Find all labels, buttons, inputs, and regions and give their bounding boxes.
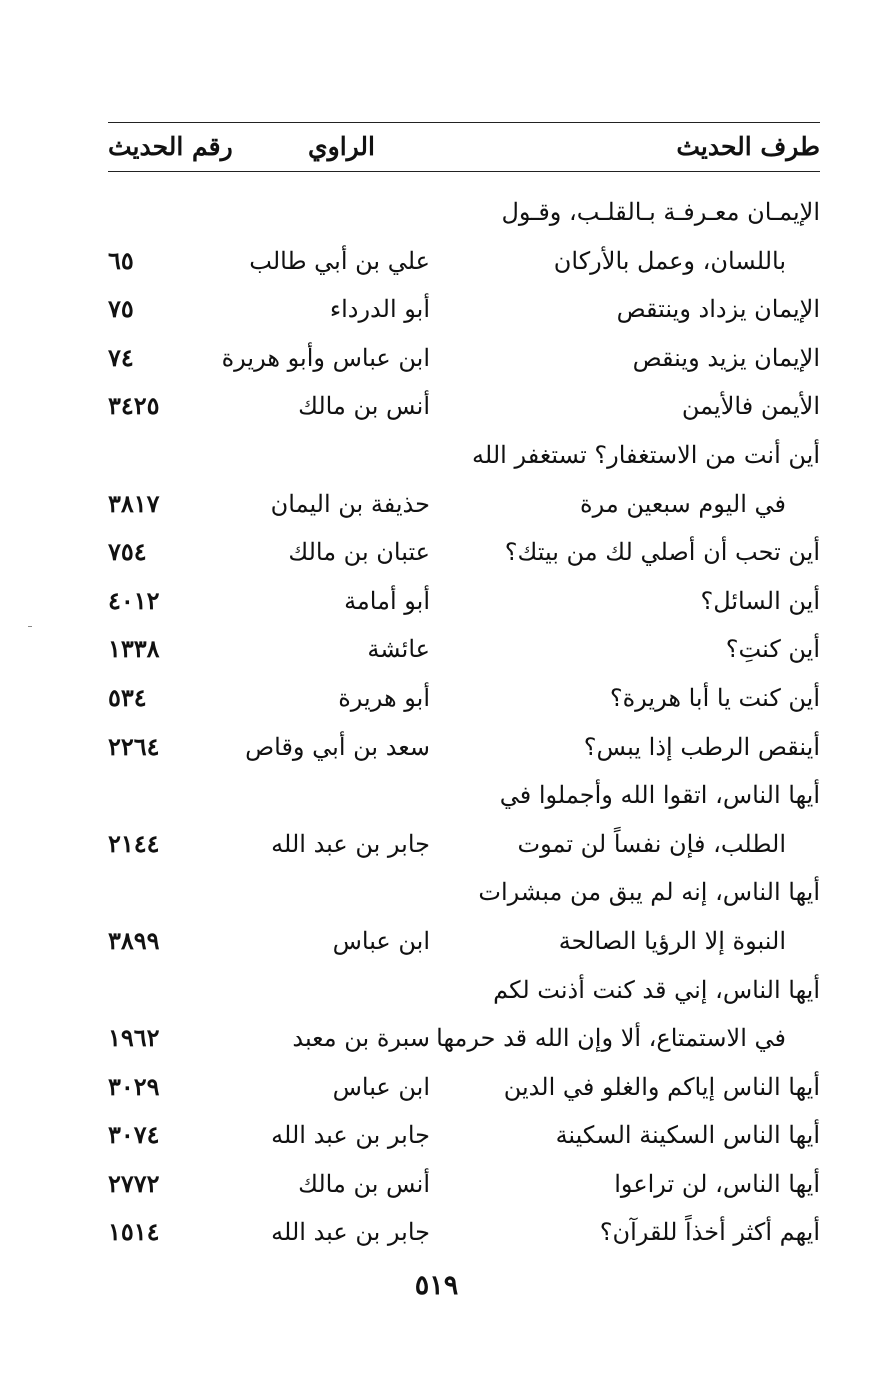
hadith-text: أيها الناس إياكم والغلو في الدين bbox=[503, 1072, 820, 1101]
hadith-number: ٢٧٧٢ bbox=[108, 1168, 160, 1198]
narrator-name: جابر بن عبد الله bbox=[271, 1121, 430, 1150]
narrator-name: أبو أمامة bbox=[344, 586, 430, 615]
narrator-name: حذيفة بن اليمان bbox=[270, 489, 430, 518]
header-rule bbox=[108, 171, 820, 172]
narrator-name: أنس بن مالك bbox=[298, 392, 430, 421]
hadith-text: الأيمن فالأيمن bbox=[681, 392, 820, 421]
table-row bbox=[108, 382, 820, 431]
narrator-name: ابن عباس وأبو هريرة bbox=[221, 343, 430, 372]
table-row bbox=[108, 334, 820, 383]
narrator-name: أبو هريرة bbox=[338, 683, 430, 712]
top-rule bbox=[108, 122, 820, 123]
header-hadith-label: طرف الحديث bbox=[676, 132, 820, 161]
table-row bbox=[108, 917, 820, 966]
table-row bbox=[108, 1208, 820, 1257]
hadith-text: أين تحب أن أصلي لك من بيتك؟ bbox=[504, 538, 820, 567]
narrator-name: أبو الدرداء bbox=[329, 295, 430, 324]
header-number-label: رقم الحديث bbox=[108, 132, 233, 161]
hadith-text: أيها الناس، إني قد كنت أذنت لكم bbox=[493, 975, 820, 1004]
table-row bbox=[108, 1063, 820, 1112]
hadith-number: ٦٥ bbox=[108, 245, 134, 275]
table-row bbox=[108, 285, 820, 334]
hadith-text: النبوة إلا الرؤيا الصالحة bbox=[558, 926, 786, 955]
hadith-number: ١٣٣٨ bbox=[108, 634, 160, 664]
index-table bbox=[108, 188, 820, 1257]
hadith-number: ٣٠٢٩ bbox=[108, 1071, 160, 1101]
hadith-number: ٣٨١٧ bbox=[108, 488, 160, 518]
margin-mark bbox=[28, 626, 32, 627]
narrator-name: سبرة بن معبد bbox=[292, 1024, 430, 1053]
hadith-text: الإيمـان معـرفـة بـالقلـب، وقـول bbox=[501, 198, 820, 226]
table-row bbox=[108, 237, 820, 286]
table-row bbox=[108, 1111, 820, 1160]
narrator-name: جابر بن عبد الله bbox=[271, 829, 430, 858]
hadith-number: ٧٤ bbox=[108, 342, 134, 372]
narrator-name: سعد بن أبي وقاص bbox=[245, 732, 430, 761]
hadith-number: ٤٠١٢ bbox=[108, 585, 160, 615]
hadith-number: ٥٣٤ bbox=[108, 682, 147, 712]
narrator-name: أنس بن مالك bbox=[298, 1169, 430, 1198]
header-narrator-label: الراوي bbox=[308, 132, 375, 161]
hadith-number: ٣٠٧٤ bbox=[108, 1120, 160, 1150]
table-row bbox=[108, 723, 820, 772]
table-row bbox=[108, 188, 820, 237]
narrator-name: ابن عباس bbox=[332, 1072, 430, 1101]
table-row bbox=[108, 480, 820, 529]
table-row bbox=[108, 966, 820, 1015]
hadith-text: أيها الناس السكينة السكينة bbox=[555, 1121, 820, 1150]
table-row bbox=[108, 577, 820, 626]
table-row bbox=[108, 528, 820, 577]
hadith-text: أين كنتِ؟ bbox=[725, 635, 820, 664]
table-header bbox=[108, 126, 820, 168]
hadith-text: الطلب، فإن نفساً لن تموت bbox=[517, 829, 786, 858]
hadith-number: ٢٢٦٤ bbox=[108, 731, 160, 761]
table-row bbox=[108, 674, 820, 723]
hadith-text: الإيمان يزداد وينتقص bbox=[616, 295, 820, 324]
hadith-text: أين كنت يا أبا هريرة؟ bbox=[609, 683, 820, 712]
table-row bbox=[108, 868, 820, 917]
hadith-text: أيهم أكثر أخذاً للقرآن؟ bbox=[599, 1218, 820, 1247]
hadith-text: الإيمان يزيد وينقص bbox=[632, 343, 820, 372]
narrator-name: عائشة bbox=[367, 635, 430, 664]
narrator-name: علي بن أبي طالب bbox=[249, 246, 430, 275]
hadith-text: أين السائل؟ bbox=[700, 586, 820, 615]
hadith-text: باللسان، وعمل بالأركان bbox=[553, 246, 786, 275]
table-row bbox=[108, 1014, 820, 1063]
table-row bbox=[108, 1160, 820, 1209]
hadith-text: أيها الناس، إنه لم يبق من مبشرات bbox=[478, 878, 820, 907]
hadith-text: في الاستمتاع، ألا وإن الله قد حرمها bbox=[436, 1024, 786, 1053]
table-row bbox=[108, 431, 820, 480]
hadith-number: ٣٨٩٩ bbox=[108, 925, 160, 955]
hadith-text: أيها الناس، لن تراعوا bbox=[614, 1169, 820, 1198]
narrator-name: عتبان بن مالك bbox=[288, 538, 430, 567]
page-number: ٥١٩ bbox=[414, 1270, 459, 1301]
hadith-text: أيها الناس، اتقوا الله وأجملوا في bbox=[499, 781, 820, 810]
hadith-text: أينقص الرطب إذا يبس؟ bbox=[583, 732, 820, 761]
hadith-number: ٧٥٤ bbox=[108, 537, 147, 567]
hadith-number: ١٥١٤ bbox=[108, 1217, 160, 1247]
narrator-name: جابر بن عبد الله bbox=[271, 1218, 430, 1247]
table-row bbox=[108, 625, 820, 674]
hadith-text: أين أنت من الاستغفار؟ تستغفر الله bbox=[472, 440, 820, 469]
hadith-number: ٣٤٢٥ bbox=[108, 391, 160, 421]
hadith-number: ٧٥ bbox=[108, 294, 134, 324]
hadith-number: ٢١٤٤ bbox=[108, 828, 160, 858]
hadith-number: ١٩٦٢ bbox=[108, 1023, 160, 1053]
table-row bbox=[108, 820, 820, 869]
hadith-text: في اليوم سبعين مرة bbox=[580, 489, 786, 518]
table-row bbox=[108, 771, 820, 820]
narrator-name: ابن عباس bbox=[332, 926, 430, 955]
